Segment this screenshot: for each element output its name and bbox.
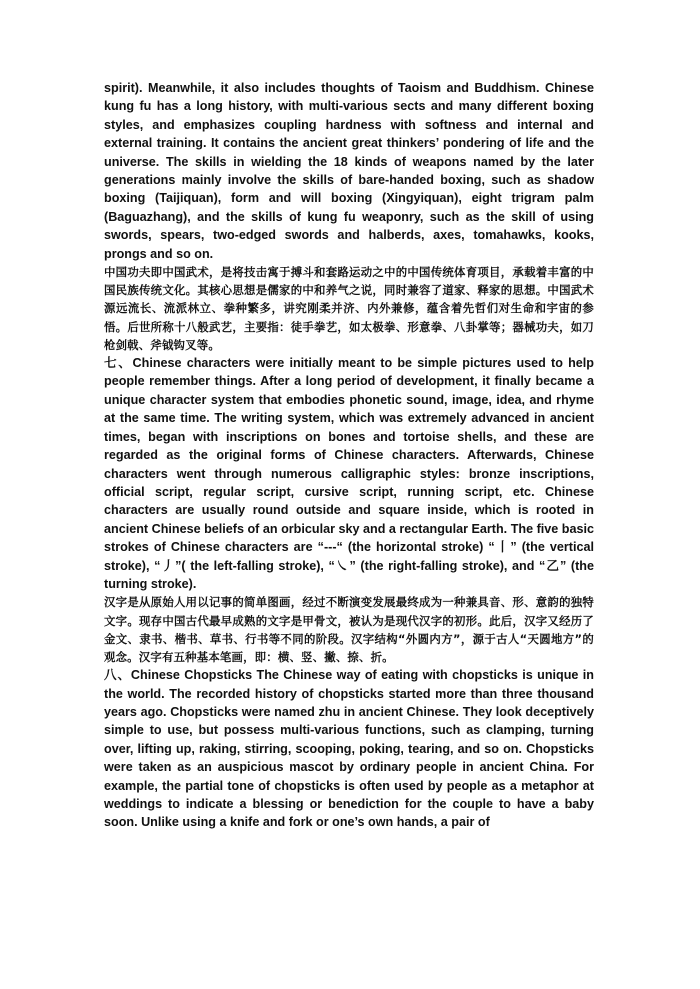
- paragraph-characters-english: 七、Chinese characters were initially meant to be simple pictures used to help people remember things. After a long period of development, it finally became a unique character system that embodies phonetic sound, image, idea, and rhyme at the same time. The writing system, which was extremely advanced in ancient times, began with inscriptions on bones and tortoise shells, and these are regarded as the original forms of Chinese characters. Afterwards, Chinese characters went through numerous calligraphic styles: bronze inscriptions, official script, regular script, cursive script, running script, etc. Chinese characters are usually round outside and square inside, which is rooted in ancient Chinese beliefs of an orbicular sky and a rectangular Earth. The five basic strokes of Chinese characters are “---“ (the horizontal stroke) “丨” (the vertical stroke), “丿”( the left-falling stroke), “㇏” (the right-falling stroke), and “乙” (the turning stroke).: [104, 356, 594, 591]
- document-page: [104, 79, 594, 832]
- paragraph-kung-fu-chinese: 中国功夫即中国武术，是将技击寓于搏斗和套路运动之中的中国传统体育项目，承载着丰富的中国民族传统文化。其核心思想是儒家的中和养气之说，同时兼容了道家、释家的思想。中国武术源远流长、流派林立、拳种繁多，讲究刚柔并济、内外兼修，蕴含着先哲们对生命和宇宙的参悟。后世所称十八般武艺，主要指：徒手拳艺，如太极拳、形意拳、八卦掌等；器械功夫，如刀枪剑戟、斧钺钩叉等。: [104, 265, 594, 352]
- paragraph-characters-chinese: 汉字是从原始人用以记事的简单图画，经过不断演变发展最终成为一种兼具音、形、意韵的独特文字。现存中国古代最早成熟的文字是甲骨文，被认为是现代汉字的初形。此后，汉字又经历了金文、隶书、楷书、草书、行书等不同的阶段。汉字结构“外圆内方”，源于古人“天圆地方”的观念。汉字有五种基本笔画，即：横、竖、撇、捺、折。: [104, 595, 594, 664]
- paragraph-kung-fu-english: spirit). Meanwhile, it also includes thoughts of Taoism and Buddhism. Chinese kung fu has a long history, with multi-various sects and many different boxing styles, and emphasizes coupling hardness with softness and internal and external training. It contains the ancient great thinkers’ pondering of life and the universe. The skills in wielding the 18 kinds of weapons named by the later generations mainly involve the skills of bare-handed boxing, such as shadow boxing (Taijiquan), form and will boxing (Xingyiquan), eight trigram palm (Baguazhang), and the skills of kung fu weaponry, such as the skill of using swords, spears, two-edged swords and halberds, axes, tomahawks, kooks, prongs and so on.: [104, 81, 594, 261]
- paragraph-chopsticks-english: 八、Chinese Chopsticks The Chinese way of eating with chopsticks is unique in the world. The recorded history of chopsticks started more than three thousand years ago. Chopsticks were named zhu in ancient Chinese. They look deceptively simple to use, but possess multi-various functions, such as clamping, turning over, lifting up, raking, stirring, scooping, poking, tearing, and so on. Chopsticks were taken as an auspicious mascot by ordinary people in ancient China. For example, the partial tone of chopsticks is often used by people as a metaphor at weddings to indicate a blessing or benediction for the couple to have a baby soon. Unlike using a knife and fork or one’s own hands, a pair of: [104, 668, 594, 830]
